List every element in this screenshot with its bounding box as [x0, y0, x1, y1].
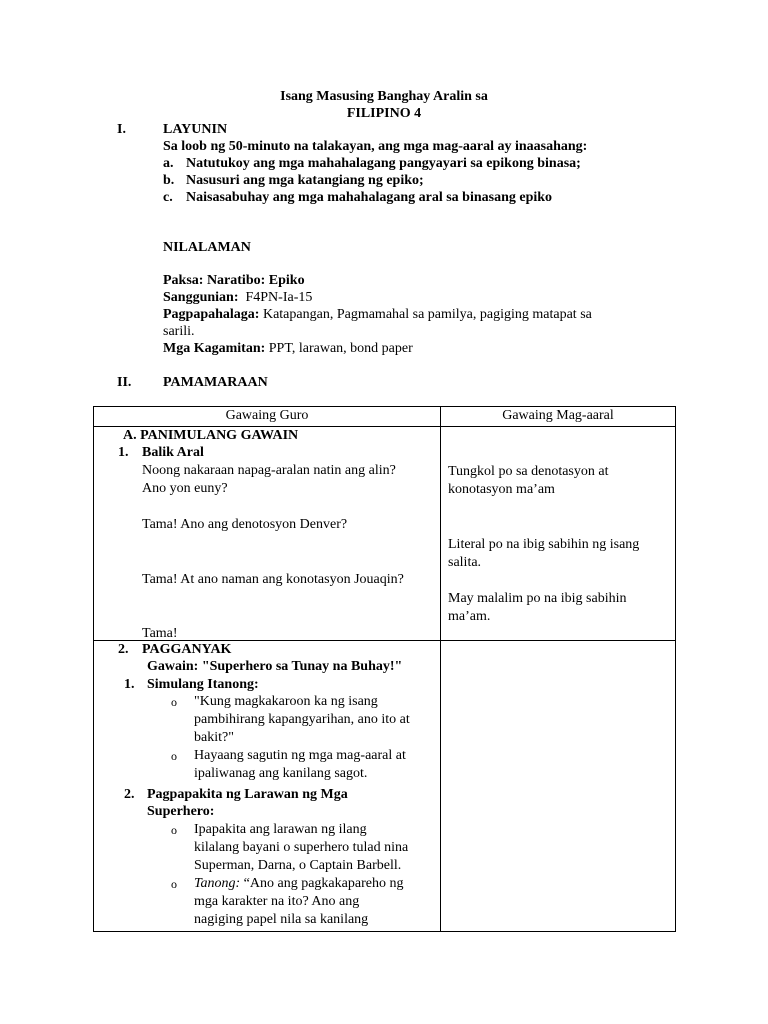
- bullet-line: mga karakter na ito? Ano ang: [194, 894, 360, 909]
- guro-line: Tama! At ano naman ang konotasyon Jouaqin?: [142, 572, 404, 587]
- magaaral-line: May malalim po na ibig sabihin: [448, 591, 627, 606]
- objective-marker-c: c.: [163, 190, 173, 205]
- item-num-2: 2.: [118, 642, 129, 657]
- bullet-line: Hayaang sagutin ng mga mag-aaral at: [194, 748, 406, 763]
- sub-num-2: 2.: [124, 787, 135, 802]
- kagamitan-line: [163, 340, 413, 358]
- objective-marker-a: a.: [163, 156, 174, 171]
- tanong-text: “Ano ang pagkakapareho ng: [240, 876, 404, 891]
- magaaral-line: konotasyon ma’am: [448, 482, 555, 497]
- sub-title-simulang-itanong: Simulang Itanong:: [147, 677, 259, 692]
- table-row: [94, 427, 676, 641]
- section-numeral-1: I.: [117, 122, 126, 137]
- sub-num-1: 1.: [124, 677, 135, 692]
- pagpapahalaga-value-cont: sarili.: [163, 324, 195, 339]
- paksa: Paksa: Naratibo: Epiko: [163, 273, 305, 288]
- bullet-icon: o: [171, 695, 177, 709]
- guro-line: Noong nakaraan napag-aralan natin ang alin?: [142, 463, 396, 478]
- bullet-icon: o: [171, 823, 177, 837]
- objective-b: Nasusuri ang mga katangiang ng epiko;: [186, 173, 424, 188]
- item-title-pagganyak: PAGGANYAK: [142, 642, 232, 657]
- table-header-row: [94, 407, 676, 427]
- guro-line: Ano yon euny?: [142, 481, 228, 496]
- sanggunian-label: Sanggunian:: [163, 290, 239, 305]
- bullet-line: pambihirang kapangyarihan, ano ito at: [194, 712, 410, 727]
- objective-a: Natutukoy ang mga mahahalagang pangyayari sa epikong binasa;: [186, 156, 581, 171]
- item-num-1: 1.: [118, 445, 129, 460]
- pagpapahalaga-value: Katapangan, Pagmamahal sa pamilya, pagiging matapat sa: [262, 307, 592, 322]
- gawain-title: Gawain: "Superhero sa Tunay na Buhay!": [147, 659, 403, 674]
- kagamitan-label: Mga Kagamitan:: [163, 341, 266, 356]
- header-gawaing-magaaral: Gawaing Mag-aaral: [441, 407, 676, 427]
- guro-line: Tama! Ano ang denotosyon Denver?: [142, 517, 348, 532]
- pagpapahalaga-line: [163, 306, 592, 324]
- pagpapahalaga-label: Pagpapahalaga:: [163, 307, 260, 322]
- sub-title-pagpapakita-cont: Superhero:: [147, 804, 215, 819]
- sanggunian-value: F4PN-Ia-15: [245, 290, 313, 305]
- sanggunian-line: [163, 289, 312, 307]
- header-gawaing-guro: Gawaing Guro: [94, 407, 441, 427]
- guro-cell-2: [94, 641, 441, 932]
- lesson-table: [93, 406, 676, 932]
- guro-cell-1: [94, 427, 441, 641]
- bullet-line: Ipapakita ang larawan ng ilang: [194, 822, 367, 837]
- bullet-line: ipaliwanag ang kanilang sagot.: [194, 766, 368, 781]
- section-heading-pamamaraan: PAMAMARAAN: [163, 375, 268, 390]
- bullet-line: kilalang bayani o superhero tulad nina: [194, 840, 409, 855]
- magaaral-line: Literal po na ibig sabihin ng isang: [448, 537, 640, 552]
- bullet-icon: o: [171, 749, 177, 763]
- section-heading-layunin: LAYUNIN: [163, 122, 228, 137]
- bullet-line: "Kung magkakaroon ka ng isang: [194, 694, 378, 709]
- objective-c: Naisasabuhay ang mga mahahalagang aral sa binasang epiko: [186, 190, 553, 205]
- item-title-balik-aral: Balik Aral: [142, 445, 204, 460]
- layunin-intro: Sa loob ng 50-minuto na talakayan, ang mga mag-aaral ay inaasahang:: [163, 139, 588, 154]
- part-heading-panimula: A. PANIMULANG GAWAIN: [123, 428, 299, 443]
- document-subtitle: FILIPINO 4: [346, 106, 422, 121]
- guro-line: Tama!: [142, 626, 178, 641]
- bullet-line: Superman, Darna, o Captain Barbell.: [194, 858, 402, 873]
- sub-title-pagpapakita: Pagpapakita ng Larawan ng Mga: [147, 787, 348, 802]
- section-numeral-2: II.: [117, 375, 132, 390]
- bullet-icon: o: [171, 877, 177, 891]
- kagamitan-value: PPT, larawan, bond paper: [268, 341, 413, 356]
- magaaral-cell-1: [441, 427, 676, 641]
- magaaral-line: salita.: [448, 555, 482, 570]
- section-heading-nilalaman: NILALAMAN: [163, 240, 251, 255]
- document-title: Isang Masusing Banghay Aralin sa: [280, 89, 488, 104]
- magaaral-line: ma’am.: [448, 609, 491, 624]
- bullet-line: nagiging papel nila sa kanilang: [194, 912, 369, 927]
- bullet-line: [194, 875, 403, 893]
- objective-marker-b: b.: [163, 173, 175, 188]
- magaaral-cell-2: [441, 641, 676, 932]
- table-row: [94, 641, 676, 932]
- tanong-label: Tanong:: [194, 876, 241, 891]
- magaaral-line: Tungkol po sa denotasyon at: [448, 464, 609, 479]
- bullet-line: bakit?": [194, 730, 234, 745]
